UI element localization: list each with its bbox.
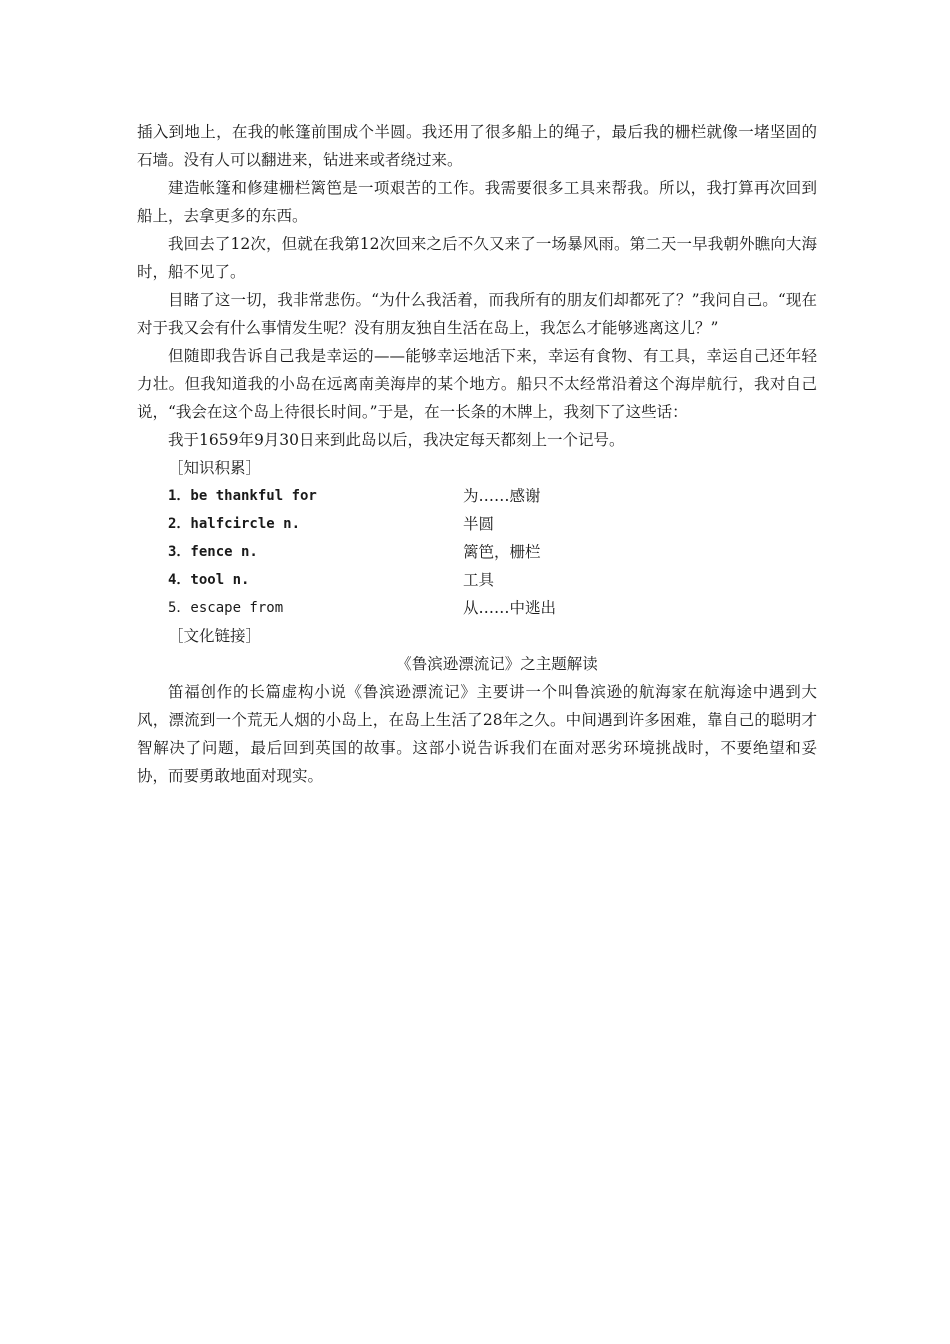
vocabulary-meaning: 篱笆，栅栏 bbox=[463, 543, 541, 561]
vocabulary-list bbox=[137, 482, 817, 622]
culture-section-label: ［文化链接］ bbox=[168, 627, 262, 645]
story-paragraph-4: 目睹了这一切，我非常悲伤。“为什么我活着，而我所有的朋友们却都死了？”我问自己。“现在对于我又会有什么事情发生呢？没有朋友独自生活在岛上，我怎么才能够逃离这儿？” bbox=[137, 291, 817, 337]
vocabulary-meaning: 半圆 bbox=[463, 515, 495, 533]
story-paragraph-3: 我回去了12次，但就在我第12次回来之后不久又来了一场暴风雨。第二天一早我朝外瞧向大海时，船不见了。 bbox=[137, 235, 817, 281]
vocabulary-term: 2．halfcircle n. bbox=[168, 516, 301, 532]
vocabulary-term: 3．fence n. bbox=[168, 544, 258, 560]
culture-paragraph: 笛福创作的长篇虚构小说《鲁滨逊漂流记》主要讲一个叫鲁滨逊的航海家在航海途中遇到大风，漂流到一个荒无人烟的小岛上，在岛上生活了28年之久。中间遇到许多困难，靠自己的聪明才智解决了问题，最后回到英国的故事。这部小说告诉我们在面对恶劣环境挑战时，不要绝望和妥协，而要勇敢地面对现实。 bbox=[137, 683, 817, 785]
vocabulary-meaning: 工具 bbox=[463, 571, 495, 589]
story-paragraph-5: 但随即我告诉自己我是幸运的——能够幸运地活下来，幸运有食物、有工具，幸运自己还年轻力壮。但我知道我的小岛在远离南美海岸的某个地方。船只不太经常沿着这个海岸航行，我对自己说，“我会在这个岛上待很长时间。”于是，在一长条的木牌上，我刻下了这些话： bbox=[137, 347, 817, 421]
vocabulary-term: 4．tool n. bbox=[168, 572, 250, 588]
story-paragraph-6: 我于1659年9月30日来到此岛以后，我决定每天都刻上一个记号。 bbox=[168, 431, 625, 449]
culture-title: 《鲁滨逊漂流记》之主题解读 bbox=[396, 655, 598, 673]
vocabulary-term: 1．be thankful for bbox=[168, 488, 317, 504]
vocabulary-meaning: 为……感谢 bbox=[463, 487, 541, 505]
vocabulary-item bbox=[137, 538, 817, 566]
knowledge-section-label: ［知识积累］ bbox=[168, 459, 262, 477]
vocabulary-item bbox=[137, 566, 817, 594]
story-paragraph-1: 插入到地上，在我的帐篷前围成个半圆。我还用了很多船上的绳子，最后我的栅栏就像一堵坚固的石墙。没有人可以翻进来，钻进来或者绕过来。 bbox=[137, 123, 817, 169]
document-page bbox=[137, 118, 817, 790]
story-paragraph-2: 建造帐篷和修建栅栏篱笆是一项艰苦的工作。我需要很多工具来帮我。所以，我打算再次回到船上，去拿更多的东西。 bbox=[137, 179, 817, 225]
vocabulary-item bbox=[137, 510, 817, 538]
vocabulary-item bbox=[137, 594, 817, 622]
vocabulary-item bbox=[137, 482, 817, 510]
vocabulary-term: 5．escape from bbox=[168, 600, 284, 616]
vocabulary-meaning: 从……中逃出 bbox=[463, 599, 557, 617]
